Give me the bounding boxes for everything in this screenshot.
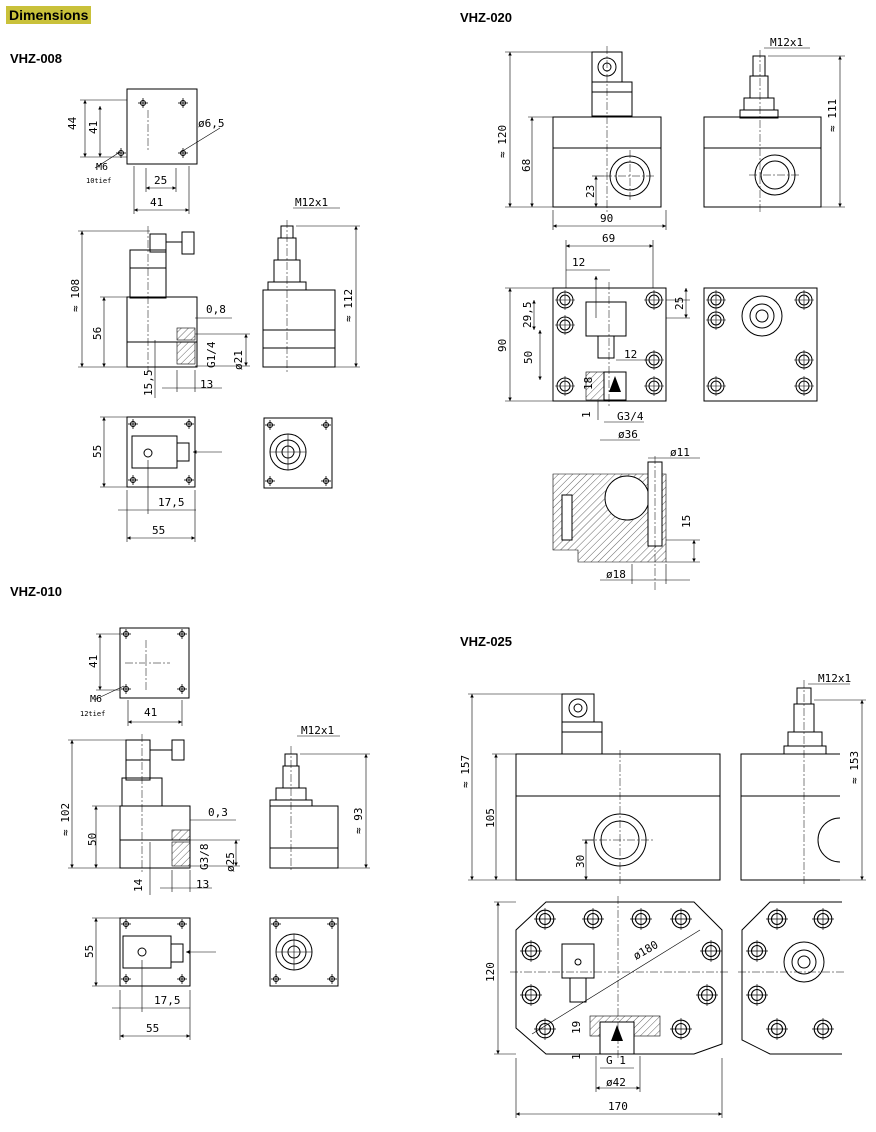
vhz-008-dim-44: 44 xyxy=(66,116,79,130)
vhz-020-dim-90v: 90 xyxy=(496,338,509,352)
vhz-025-dim-m12: M12x1 xyxy=(818,672,852,685)
vhz-010-dim-m12: M12x1 xyxy=(301,724,335,737)
vhz-008-dim-56: 56 xyxy=(91,326,104,340)
vhz-008-dim-0-8: 0,8 xyxy=(206,303,226,316)
vhz-008-dim-m12: M12x1 xyxy=(295,196,329,209)
vhz-020-dim-12: 12 xyxy=(572,256,586,269)
vhz-008-dim-thread-port: G1/4 xyxy=(205,341,218,368)
vhz-020-dim-23: 23 xyxy=(584,184,597,198)
vhz-008-drawing xyxy=(66,89,360,542)
vhz-010-dim-13: 13 xyxy=(196,878,210,891)
vhz-025-dim-105: 105 xyxy=(484,808,497,828)
model-heading-vhz-020: VHZ-020 xyxy=(460,10,513,25)
vhz-025-dim-1: 1 xyxy=(570,1053,583,1060)
vhz-010-dim-depth: 12tief xyxy=(80,710,106,718)
model-heading-vhz-025: VHZ-025 xyxy=(460,634,513,649)
vhz-025-dim-19: 19 xyxy=(570,1020,583,1034)
vhz-008-dim-55b: 55 xyxy=(152,524,166,537)
vhz-020-dim-12b: 12 xyxy=(624,348,638,361)
vhz-020-dim-68: 68 xyxy=(520,158,533,172)
vhz-010-dim-thread: M6 xyxy=(90,694,103,705)
vhz-020-drawing xyxy=(496,36,845,590)
vhz-008-dim-21: ø21 xyxy=(232,350,245,370)
vhz-025-dim-170: 170 xyxy=(608,1100,628,1113)
vhz-020-dim-69: 69 xyxy=(602,232,616,245)
vhz-008-dim-15-5: 15,5 xyxy=(142,369,155,396)
vhz-020-dim-90: 90 xyxy=(600,212,614,225)
vhz-008-dim-25: 25 xyxy=(154,174,168,187)
vhz-020-dim-25: 25 xyxy=(673,296,686,310)
vhz-008-dim-hole: ø6,5 xyxy=(198,117,225,130)
vhz-020-dim-111: ≈ 111 xyxy=(826,98,839,132)
vhz-025-dim-30: 30 xyxy=(574,854,587,868)
vhz-008-dim-depth: 10tief xyxy=(86,177,112,185)
vhz-008-dim-112: ≈ 112 xyxy=(342,288,355,322)
vhz-010-dim-55: 55 xyxy=(83,944,96,958)
vhz-008-dim-41: 41 xyxy=(87,120,100,134)
vhz-008-dim-17-5: 17,5 xyxy=(158,496,185,509)
vhz-020-dim-15: 15 xyxy=(680,514,693,528)
vhz-020-dim-120: ≈ 120 xyxy=(496,124,509,158)
vhz-025-drawing xyxy=(459,672,866,1118)
vhz-010-dim-14: 14 xyxy=(132,878,145,892)
vhz-010-dim-93: ≈ 93 xyxy=(352,807,365,834)
vhz-025-dim-153: ≈ 153 xyxy=(848,750,861,784)
vhz-008-dim-thread: M6 xyxy=(96,162,109,173)
vhz-010-dim-41b: 41 xyxy=(144,706,158,719)
model-heading-vhz-008: VHZ-008 xyxy=(10,51,63,66)
vhz-020-dim-18: 18 xyxy=(582,376,595,390)
vhz-025-dim-42: ø42 xyxy=(606,1076,626,1089)
vhz-010-dim-0-3: 0,3 xyxy=(208,806,228,819)
vhz-008-dim-13: 13 xyxy=(200,378,214,391)
vhz-010-dim-thread-port: G3/8 xyxy=(198,843,211,870)
vhz-020-dim-thread-port: G3/4 xyxy=(617,410,644,423)
vhz-020-dim-1: 1 xyxy=(580,411,593,418)
vhz-010-dim-17-5: 17,5 xyxy=(154,994,181,1007)
vhz-025-dim-157: ≈ 157 xyxy=(459,754,472,788)
vhz-010-dim-41: 41 xyxy=(87,654,100,668)
vhz-020-dim-29-5: 29,5 xyxy=(521,301,534,328)
model-heading-vhz-010: VHZ-010 xyxy=(10,584,63,599)
vhz-010-dim-25: ø25 xyxy=(224,852,237,872)
vhz-010-dim-55b: 55 xyxy=(146,1022,160,1035)
vhz-020-dim-50: 50 xyxy=(522,350,535,364)
vhz-020-dim-18b: ø18 xyxy=(606,568,626,581)
vhz-025-dim-180: ø180 xyxy=(631,938,661,963)
vhz-010-dim-50: 50 xyxy=(86,832,99,846)
vhz-010-dim-102: ≈ 102 xyxy=(59,802,72,836)
vhz-010-drawing xyxy=(59,628,370,1040)
vhz-008-dim-55: 55 xyxy=(91,444,104,458)
vhz-020-dim-36: ø36 xyxy=(618,428,638,441)
vhz-020-dim-11: ø11 xyxy=(670,446,690,459)
vhz-025-dim-120: 120 xyxy=(484,962,497,982)
vhz-008-dim-108: ≈ 108 xyxy=(69,278,82,312)
vhz-025-dim-thread-port: G 1 xyxy=(606,1054,626,1067)
vhz-008-dim-41b: 41 xyxy=(150,196,164,209)
vhz-020-dim-m12: M12x1 xyxy=(770,36,804,49)
page-title: Dimensions xyxy=(6,6,91,24)
